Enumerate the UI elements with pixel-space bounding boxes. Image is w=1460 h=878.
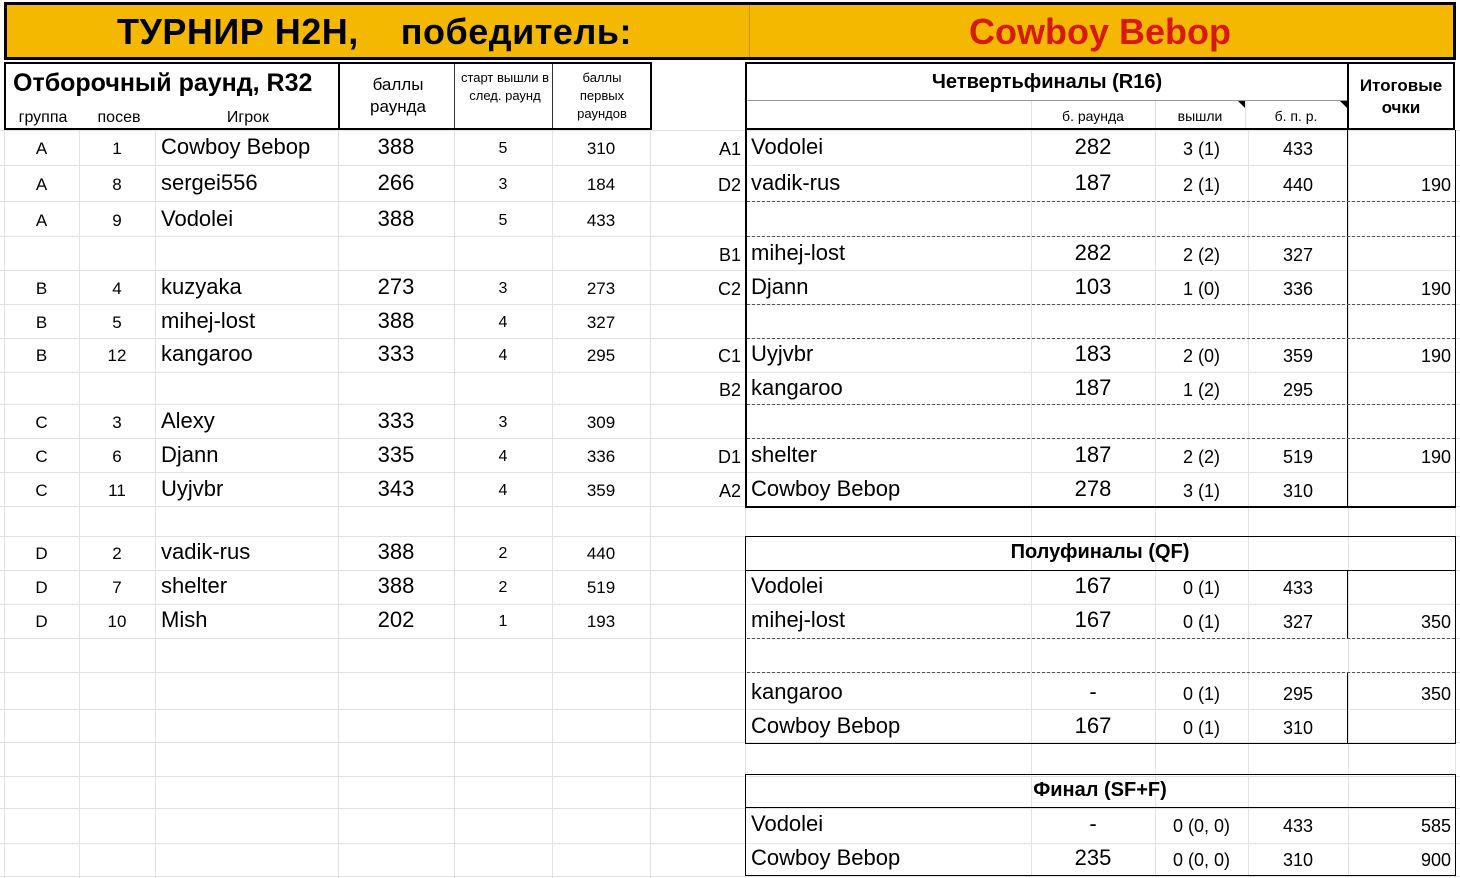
cell-group: C — [35, 413, 48, 432]
cell-prev-points: 433 — [1282, 139, 1314, 159]
cell-total: 585 — [1420, 816, 1451, 836]
cell-player: Djann — [161, 442, 219, 467]
cell-total: 350 — [1420, 684, 1451, 704]
match-separator — [747, 236, 1455, 237]
grid-col-line — [552, 130, 553, 878]
match-separator — [747, 438, 1455, 439]
header-round: б. раунда — [1062, 108, 1124, 124]
header-first-round-points: баллы первых раундов — [577, 70, 627, 121]
quarterfinals-header — [745, 62, 1455, 130]
cell-seed: 10 — [107, 612, 127, 631]
cell-player: kangaroo — [751, 375, 843, 400]
match-separator — [747, 404, 1455, 405]
cell-advanced: 3 — [498, 280, 508, 297]
cell-player: sergei556 — [161, 170, 258, 195]
banner-divider — [749, 5, 750, 57]
table-row — [0, 342, 652, 368]
cell-player: mihej-lost — [751, 607, 846, 632]
cell-first-round-points: 519 — [586, 578, 616, 597]
table-row — [700, 135, 1458, 161]
cell-advanced: 0 (0, 0) — [1172, 850, 1231, 870]
grid-col-line — [650, 130, 651, 878]
grid-col-line — [79, 130, 80, 878]
cell-prev-points: 519 — [1282, 447, 1314, 467]
cell-first-round-points: 309 — [586, 413, 616, 432]
cell-player: mihej-lost — [161, 308, 256, 333]
cell-player: shelter — [751, 442, 818, 467]
cell-seed: 1 — [112, 139, 122, 158]
cell-seed: 12 — [107, 346, 127, 365]
cell-prev-points: 310 — [1282, 850, 1314, 870]
cell-advanced: 3 (1) — [1182, 481, 1220, 501]
grid-row-line — [0, 472, 1460, 473]
cell-advanced: 4 — [498, 482, 508, 499]
banner-title: ТУРНИР H2H, победитель: — [117, 11, 632, 52]
cell-group: B — [35, 346, 48, 365]
cell-points: 335 — [377, 442, 415, 467]
cell-group: C — [35, 481, 48, 500]
cell-round-points: 282 — [1074, 240, 1112, 265]
cell-group: D — [35, 578, 48, 597]
cell-advanced: 0 (1) — [1182, 718, 1220, 738]
grid-col-line — [454, 130, 455, 878]
cell-seed: 4 — [112, 279, 122, 298]
cell-group: B — [35, 313, 48, 332]
cell-player: vadik-rus — [751, 170, 841, 195]
cell-prev-points: 359 — [1282, 346, 1314, 366]
tournament-banner — [4, 2, 1456, 60]
cell-group: A — [35, 139, 48, 158]
header-player: Игрок — [226, 109, 270, 126]
cell-points: 343 — [377, 476, 415, 501]
cell-player: kangaroo — [751, 679, 843, 704]
cell-advanced: 2 (2) — [1182, 447, 1220, 467]
table-row — [700, 241, 1458, 267]
cell-advanced: 2 — [498, 545, 508, 562]
cell-points: 333 — [377, 408, 415, 433]
header-advanced-short: вышли — [1177, 108, 1223, 124]
cell-advanced: 1 (0) — [1182, 279, 1220, 299]
cell-prev-points: 310 — [1282, 718, 1314, 738]
cell-round-points: - — [1089, 679, 1097, 704]
cell-advanced: 2 (1) — [1182, 175, 1220, 195]
grid-row-line — [0, 876, 1460, 877]
cell-seed-tag: A1 — [718, 139, 741, 159]
cell-seed-tag: B1 — [718, 245, 741, 265]
match-separator — [747, 201, 1455, 202]
cell-seed: 3 — [112, 413, 122, 432]
cell-player: Uyjvbr — [751, 341, 814, 366]
table-row — [700, 171, 1458, 197]
table-row — [0, 171, 652, 197]
cell-group: C — [35, 447, 48, 466]
grid-col-line — [155, 130, 156, 878]
table-row — [0, 275, 652, 301]
cell-seed: 6 — [112, 447, 122, 466]
cell-seed-tag: D1 — [717, 447, 741, 467]
table-row — [700, 477, 1458, 503]
cell-points: 333 — [377, 341, 415, 366]
cell-advanced: 4 — [498, 314, 508, 331]
cell-group: A — [35, 211, 48, 230]
table-row — [0, 443, 652, 469]
banner-winner: Cowboy Bebop — [969, 11, 1231, 52]
cell-group: B — [35, 279, 48, 298]
cell-round-points: 187 — [1074, 375, 1112, 400]
cell-prev-points: 327 — [1282, 245, 1314, 265]
cell-total: 190 — [1420, 175, 1451, 195]
grid-col-line — [338, 130, 339, 878]
cell-prev-points: 433 — [1282, 578, 1314, 598]
header-prev: б. п. р. — [1274, 108, 1318, 124]
cell-seed: 7 — [112, 578, 122, 597]
match-separator — [747, 304, 1455, 305]
table-row — [0, 409, 652, 435]
cell-points: 388 — [377, 308, 415, 333]
cell-points: 273 — [377, 274, 415, 299]
title-underline — [746, 570, 1455, 571]
semifinals-title: Полуфиналы (QF) — [1010, 541, 1190, 563]
cell-prev-points: 440 — [1282, 175, 1314, 195]
match-separator — [747, 338, 1455, 339]
quarterfinals-title: Четвертьфиналы (R16) — [931, 71, 1163, 93]
cell-seed: 5 — [112, 313, 122, 332]
cell-round-points: - — [1089, 811, 1097, 836]
table-row — [700, 680, 1458, 706]
cell-prev-points: 327 — [1282, 612, 1314, 632]
header-divider — [747, 100, 1347, 101]
cell-advanced: 2 (0) — [1182, 346, 1220, 366]
cell-advanced: 3 (1) — [1182, 139, 1220, 159]
cell-advanced: 3 — [498, 414, 508, 431]
header-group: группа — [18, 109, 68, 126]
cell-points: 388 — [377, 539, 415, 564]
table-row — [0, 574, 652, 600]
title-underline — [746, 807, 1455, 808]
cell-advanced: 3 — [498, 176, 508, 193]
cell-first-round-points: 440 — [586, 544, 616, 563]
grid-col-line — [4, 130, 5, 878]
cell-group: A — [35, 175, 48, 194]
cell-prev-points: 295 — [1282, 380, 1314, 400]
cell-seed-tag: A2 — [718, 481, 741, 501]
qualifying-header — [4, 62, 652, 130]
cell-player: Vodolei — [751, 573, 824, 598]
cell-advanced: 2 (2) — [1182, 245, 1220, 265]
cell-seed-tag: B2 — [718, 380, 741, 400]
cell-round-points: 187 — [1074, 170, 1112, 195]
cell-first-round-points: 193 — [586, 612, 616, 631]
cell-advanced: 1 (2) — [1182, 380, 1220, 400]
header-total: Итоговые очки — [1359, 76, 1443, 117]
match-separator — [747, 638, 1455, 639]
cell-player: Vodolei — [161, 206, 234, 231]
table-row — [700, 714, 1458, 740]
cell-group: D — [35, 544, 48, 563]
cell-advanced: 4 — [498, 347, 508, 364]
cell-prev-points: 310 — [1282, 481, 1314, 501]
cell-first-round-points: 433 — [586, 211, 616, 230]
cell-first-round-points: 310 — [586, 139, 616, 158]
header-divider — [552, 64, 553, 128]
header-advanced: старт вышли в след. раунд — [460, 70, 550, 103]
cell-advanced: 0 (1) — [1182, 578, 1220, 598]
cell-first-round-points: 184 — [586, 175, 616, 194]
cell-first-round-points: 295 — [586, 346, 616, 365]
header-divider — [454, 64, 455, 128]
cell-advanced: 5 — [498, 140, 508, 157]
cell-player: Cowboy Bebop — [751, 476, 901, 501]
cell-player: mihej-lost — [751, 240, 846, 265]
table-row — [700, 574, 1458, 600]
cell-first-round-points: 336 — [586, 447, 616, 466]
final-title: Финал (SF+F) — [1033, 779, 1167, 801]
table-row — [700, 376, 1458, 402]
header-seed: посев — [97, 109, 141, 126]
cell-seed-tag: C1 — [717, 346, 741, 366]
table-row — [700, 846, 1458, 872]
comment-marker-icon — [1340, 101, 1347, 108]
cell-round-points: 167 — [1074, 573, 1112, 598]
cell-seed-tag: D2 — [717, 175, 741, 195]
cell-total: 900 — [1420, 850, 1451, 870]
cell-round-points: 187 — [1074, 442, 1112, 467]
table-border — [745, 506, 1456, 508]
cell-first-round-points: 327 — [586, 313, 616, 332]
cell-player: Cowboy Bebop — [161, 134, 311, 159]
cell-player: Uyjvbr — [161, 476, 224, 501]
table-row — [0, 477, 652, 503]
match-separator — [747, 672, 1455, 673]
cell-prev-points: 336 — [1282, 279, 1314, 299]
table-row — [700, 275, 1458, 301]
cell-points: 388 — [377, 573, 415, 598]
table-row — [0, 135, 652, 161]
header-round-points: баллы раунда — [370, 75, 426, 116]
cell-points: 202 — [377, 607, 415, 632]
cell-player: Cowboy Bebop — [751, 713, 901, 738]
cell-group: D — [35, 612, 48, 631]
cell-player: shelter — [161, 573, 228, 598]
cell-player: Alexy — [161, 408, 215, 433]
table-row — [0, 207, 652, 233]
cell-player: Cowboy Bebop — [751, 845, 901, 870]
table-row — [0, 540, 652, 566]
table-row — [700, 812, 1458, 838]
cell-total: 190 — [1420, 346, 1451, 366]
cell-player: Mish — [161, 607, 208, 632]
cell-round-points: 235 — [1074, 845, 1112, 870]
cell-points: 388 — [377, 134, 415, 159]
table-row — [700, 443, 1458, 469]
table-row — [700, 608, 1458, 634]
cell-player: Djann — [751, 274, 809, 299]
cell-advanced: 2 — [498, 579, 508, 596]
cell-player: vadik-rus — [161, 539, 251, 564]
table-row — [0, 608, 652, 634]
cell-total: 190 — [1420, 279, 1451, 299]
cell-first-round-points: 359 — [586, 481, 616, 500]
grid-row-line — [0, 270, 1460, 271]
cell-seed-tag: C2 — [717, 279, 741, 299]
cell-player: kangaroo — [161, 341, 253, 366]
cell-advanced: 0 (1) — [1182, 684, 1220, 704]
cell-round-points: 278 — [1074, 476, 1112, 501]
cell-prev-points: 295 — [1282, 684, 1314, 704]
cell-points: 266 — [377, 170, 415, 195]
cell-round-points: 183 — [1074, 341, 1112, 366]
cell-seed: 9 — [112, 211, 122, 230]
cell-player: Vodolei — [751, 811, 824, 836]
cell-total: 190 — [1420, 447, 1451, 467]
cell-total: 350 — [1420, 612, 1451, 632]
cell-player: Vodolei — [751, 134, 824, 159]
cell-player: kuzyaka — [161, 274, 242, 299]
grid-row-line — [0, 130, 1460, 131]
cell-first-round-points: 273 — [586, 279, 616, 298]
cell-round-points: 103 — [1074, 274, 1112, 299]
cell-advanced: 5 — [498, 212, 508, 229]
cell-round-points: 282 — [1074, 134, 1112, 159]
cell-advanced: 4 — [498, 448, 508, 465]
cell-round-points: 167 — [1074, 713, 1112, 738]
header-divider — [338, 64, 340, 128]
cell-advanced: 1 — [498, 613, 508, 630]
comment-marker-icon — [1238, 101, 1245, 108]
grid-row-line — [0, 372, 1460, 373]
cell-seed: 2 — [112, 544, 122, 563]
cell-seed: 11 — [108, 481, 126, 500]
cell-prev-points: 433 — [1282, 816, 1314, 836]
cell-seed: 8 — [112, 175, 122, 194]
qualifying-title: Отборочный раунд, R32 — [13, 69, 313, 97]
table-row — [0, 309, 652, 335]
cell-points: 388 — [377, 206, 415, 231]
cell-advanced: 0 (1) — [1182, 612, 1220, 632]
cell-round-points: 167 — [1074, 607, 1112, 632]
cell-advanced: 0 (0, 0) — [1172, 816, 1231, 836]
grid-row-line — [0, 165, 1460, 166]
table-row — [700, 342, 1458, 368]
